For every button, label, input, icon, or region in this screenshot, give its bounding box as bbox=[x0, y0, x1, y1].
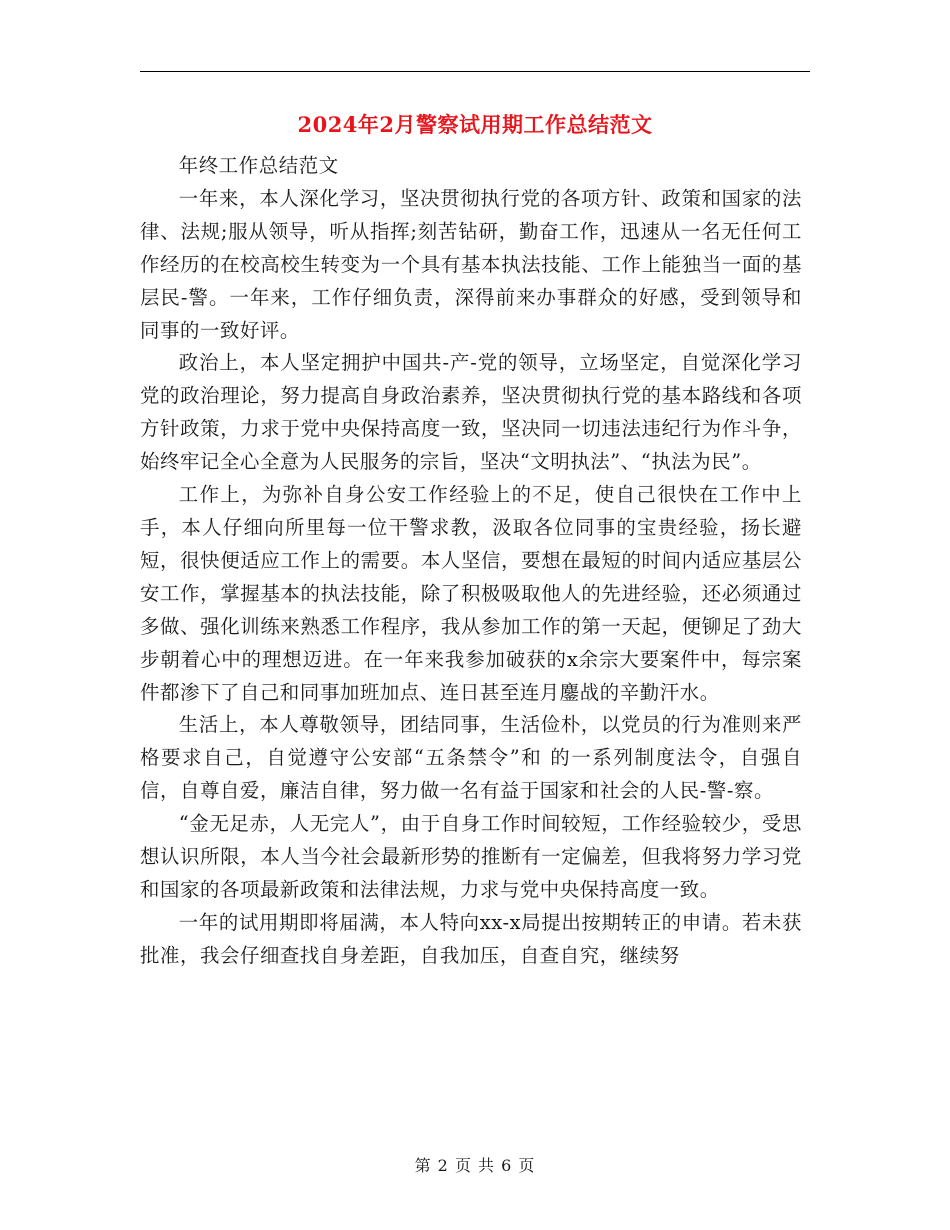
paragraph-intro: 一年来，本人深化学习，坚决贯彻执行党的各项方针、政策和国家的法律、法规;服从领导，听从指挥;刻苦钻研，勤奋工作，迅速从一名无任何工作经历的在校高校生转变为一个具有基本执法技能、工作上能独当一面的基层民-警。一年来，工作仔细负责，深得前来办事群众的好感，受到领导和同事的一致好评。 bbox=[140, 186, 802, 342]
header-rule bbox=[140, 71, 810, 72]
document-body bbox=[140, 150, 802, 973]
paragraph-shortcomings: “金无足赤，人无完人”，由于自身工作时间较短，工作经验较少，受思想认识所限，本人当今社会最新形势的推断有一定偏差，但我将努力学习党和国家的各项最新政策和法律法规，力求与党中央保持高度一致。 bbox=[140, 812, 802, 901]
paragraph-subtitle: 年终工作总结范文 bbox=[178, 154, 339, 177]
page-number-footer: 第 2 页 共 6 页 bbox=[414, 1156, 536, 1175]
document-title: 2024年2月警察试用期工作总结范文 bbox=[297, 112, 653, 137]
paragraph-life: 生活上，本人尊敬领导，团结同事，生活俭朴，以党员的行为准则来严格要求自己，自觉遵守公安部“五条禁令”和 的一系列制度法令，自强自信，自尊自爱，廉洁自律，努力做一名有益于国家和社会的人民-警-察。 bbox=[140, 713, 802, 803]
paragraph-work: 工作上，为弥补自身公安工作经验上的不足，使自己很快在工作中上手，本人仔细向所里每一位干警求教，汲取各位同事的宝贵经验，扬长避短，很快便适应工作上的需要。本人坚信，要想在最短的时间内适应基层公安工作，掌握基本的执法技能，除了积极吸取他人的先进经验，还必须通过多做、强化训练来熟悉工作程序，我从参加工作的第一天起，便铆足了劲大步朝着心中的理想迈进。在一年来我参加破获的x余宗大要案件中，每宗案件都渗下了自己和同事加班加点、连日甚至连月鏖战的辛勤汗水。 bbox=[140, 483, 802, 704]
paragraph-politics: 政治上，本人坚定拥护中国共-产-党的领导，立场坚定，自觉深化学习党的政治理论，努力提高自身政治素养，坚决贯彻执行党的基本路线和各项方针政策，力求于党中央保持高度一致，坚决同一切违法违纪行为作斗争，始终牢记全心全意为人民服务的宗旨，坚决“文明执法”、“执法为民”。 bbox=[140, 351, 802, 474]
paragraph-application: 一年的试用期即将届满，本人特向xx-x局提出按期转正的申请。若未获批准，我会仔细查找自身差距，自我加压，自查自究，继续努 bbox=[140, 910, 802, 967]
